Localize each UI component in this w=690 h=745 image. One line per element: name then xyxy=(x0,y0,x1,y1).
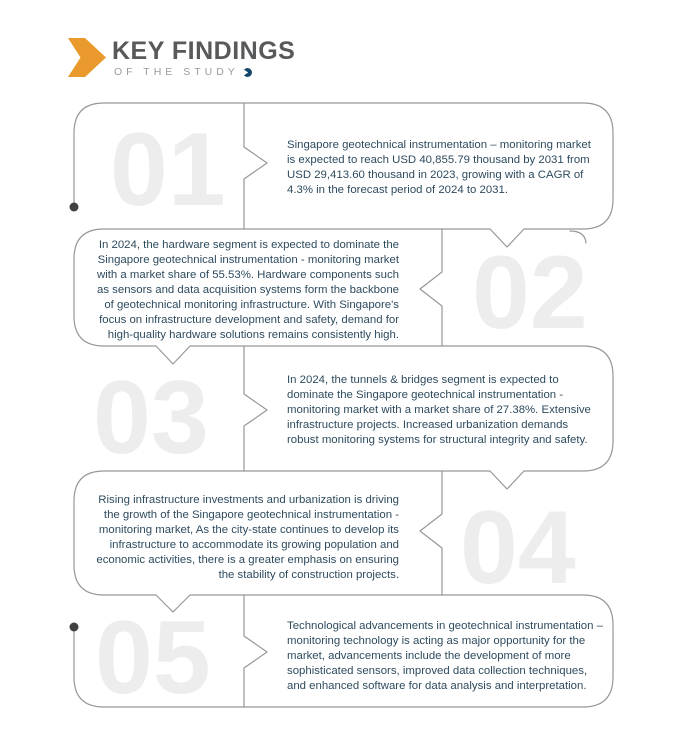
page-title: KEY FINDINGS xyxy=(112,37,296,65)
finding-5-text: Technological advancements in geotechnical instrumentation – monitoring technology is acting as major opportunity for the market, advancements include the development of more sophisticated sensors, improved data collection techniques, and enhanced software for data analysis and interpretation. xyxy=(287,620,603,693)
subtitle-dot-icon xyxy=(243,68,252,77)
chevron-logo-icon xyxy=(68,38,106,77)
connector-dot-bottom xyxy=(70,623,79,632)
bubble-1-divider xyxy=(244,103,267,229)
bubble-2-divider xyxy=(420,229,442,346)
finding-1-number: 01 xyxy=(110,112,226,228)
page-subtitle: OF THE STUDY xyxy=(114,66,239,78)
finding-4-text: Rising infrastructure investments and urbanization is driving the growth of the Singapore geotechnical instrumentation - monitoring market, As the city-state continues to develop its infrastructure to accommodate its growing population and economic activities, there is a greater emphasis on ensuring the stability of construction projects. xyxy=(96,494,399,582)
connector-dot-top xyxy=(70,203,79,212)
subtitle-row xyxy=(114,66,252,78)
finding-5-number: 05 xyxy=(95,600,211,716)
bubble-4-divider xyxy=(420,471,442,595)
finding-4-number: 04 xyxy=(460,490,576,606)
finding-2-number: 02 xyxy=(472,235,588,351)
bubble-5-divider xyxy=(244,595,267,707)
finding-2-text: In 2024, the hardware segment is expected to dominate the Singapore geotechnical instrumentation - monitoring market with a market share of 55.53%. Hardware components such as sensors and data acquisition systems form the backbone of geotechnical monitoring infrastructure. With Singapore's focus on infrastructure development and safety, demand for high-quality hardware solutions remains consistently high. xyxy=(96,239,399,342)
finding-3-text: In 2024, the tunnels & bridges segment is expected to dominate the Singapore geotechnical instrumentation - monitoring market with a market share of 27.38%. Extensive infrastructure projects. Increased urbanization demands robust monitoring systems for structural integrity and safety. xyxy=(287,374,591,447)
finding-3-number: 03 xyxy=(93,360,209,476)
bubble-3-divider xyxy=(244,346,267,471)
header xyxy=(68,37,368,83)
finding-1-text: Singapore geotechnical instrumentation – monitoring market is expected to reach USD 40,855.79 thousand by 2031 from USD 29,413.60 thousand in 2023, growing with a CAGR of 4.3% in the forecast period of 2024 to 2031. xyxy=(287,139,591,197)
